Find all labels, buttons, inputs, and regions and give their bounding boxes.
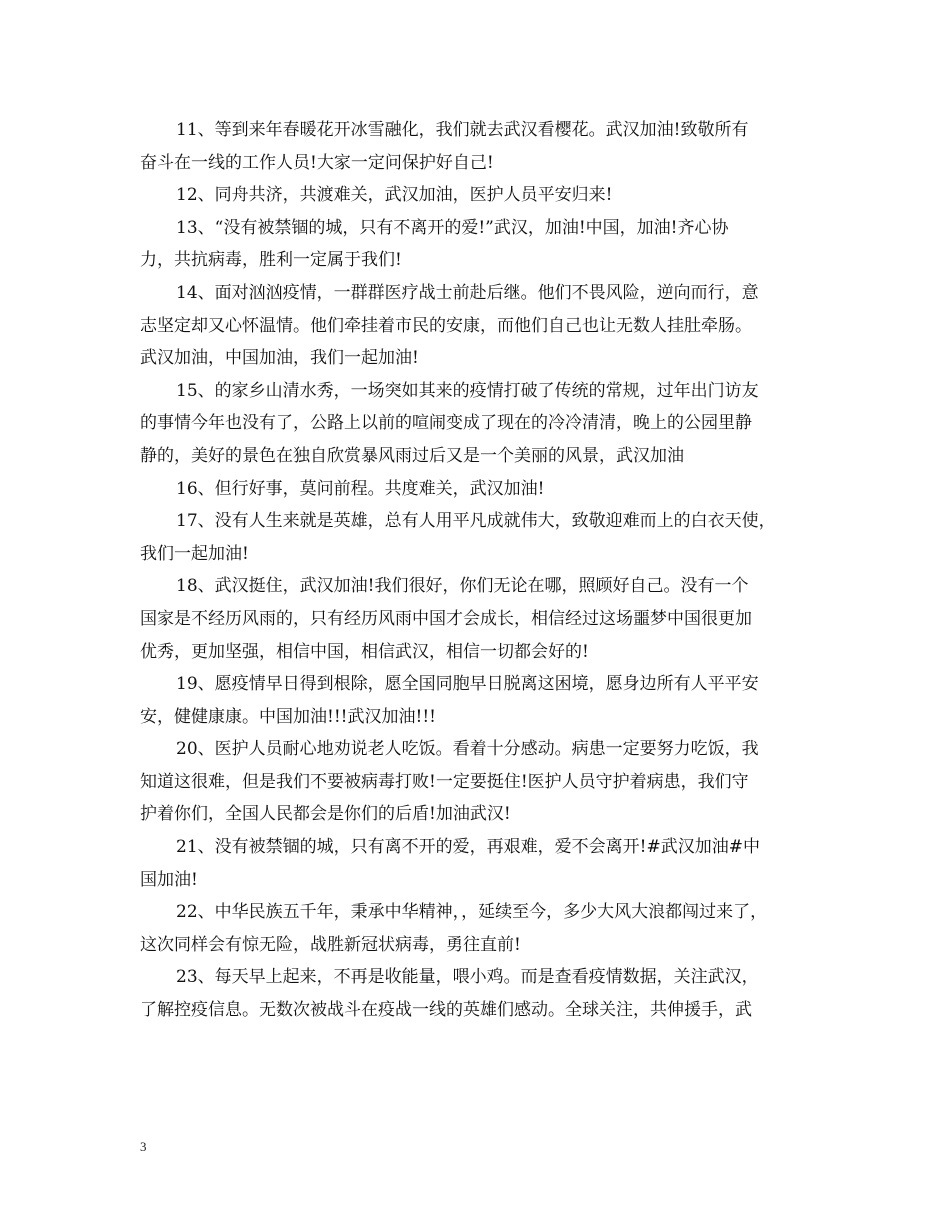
paragraph <box>140 114 812 179</box>
document-body <box>140 114 812 1027</box>
text-line: 我们一起加油! <box>140 543 249 564</box>
page-number: 3 <box>140 1139 147 1154</box>
text-line: 14、面对汹汹疫情，一群群医疗战士前赴后继。他们不畏风险，逆向而行，意 <box>176 282 759 303</box>
text-line: 优秀，更加坚强，相信中国，相信武汉，相信一切都会好的! <box>140 641 589 662</box>
text-line: 18、武汉挺住，武汉加油!我们很好，你们无论在哪，照顾好自己。没有一个 <box>176 576 749 597</box>
text-line: 这次同样会有惊无险，战胜新冠状病毒，勇往直前! <box>140 934 521 955</box>
text-line: 国加油! <box>140 869 198 890</box>
paragraph <box>140 179 812 212</box>
text-line: 15、的家乡山清水秀，一场突如其来的疫情打破了传统的常规，过年出门访友 <box>176 380 759 401</box>
text-line: 12、同舟共济，共渡难关，武汉加油，医护人员平安归来! <box>176 185 613 206</box>
text-line: 13、“没有被禁锢的城，只有不离开的爱!”武汉，加油!中国，加油!齐心协 <box>176 217 729 238</box>
text-line: 志坚定却又心怀温情。他们牵挂着市民的安康，而他们自己也让无数人挂肚牵肠。 <box>140 315 752 336</box>
text-line: 知道这很难，但是我们不要被病毒打败!一定要挺住!医护人员守护着病患，我们守 <box>140 771 749 792</box>
text-line: 17、没有人生来就是英雄，总有人用平凡成就伟大，致敬迎难而上的白衣天使， <box>176 511 776 532</box>
text-line: 11、等到来年春暖花开冰雪融化，我们就去武汉看樱花。武汉加油!致敬所有 <box>176 120 749 140</box>
text-line: 21、没有被禁锢的城，只有离不开的爱，再艰难，爱不会离开!#武汉加油#中 <box>176 837 760 858</box>
paragraph <box>140 473 812 506</box>
text-line: 了解控疫信息。无数次被战斗在疫战一线的英雄们感动。全球关注，共伸援手，武 <box>140 1000 752 1021</box>
text-line: 16、但行好事，莫问前程。共度难关，武汉加油! <box>176 478 545 499</box>
text-line: 20、医护人员耐心地劝说老人吃饭。看着十分感动。病患一定要努力吃饭，我 <box>176 739 759 760</box>
text-line: 护着你们，全国人民都会是你们的后盾!加油武汉! <box>140 804 511 825</box>
paragraph <box>140 896 812 961</box>
text-line: 静的，美好的景色在独自欣赏暴风雨过后又是一个美丽的风景，武汉加油 <box>140 445 684 466</box>
text-line: 的事情今年也没有了，公路上以前的喧闹变成了现在的冷冷清清，晚上的公园里静 <box>140 413 752 434</box>
paragraph <box>140 212 812 277</box>
paragraph <box>140 668 812 733</box>
text-line: 23、每天早上起来，不再是收能量，喂小鸡。而是查看疫情数据，关注武汉， <box>176 967 759 988</box>
paragraph <box>140 961 812 1026</box>
text-line: 22、中华民族五千年，秉承中华精神，，延续至今，多少大风大浪都闯过来了， <box>176 902 768 923</box>
paragraph <box>140 733 812 831</box>
text-line: 奋斗在一线的工作人员!大家一定问保护好自己! <box>140 152 494 173</box>
paragraph <box>140 375 812 473</box>
paragraph <box>140 505 812 570</box>
text-line: 安，健健康康。中国加油!!!武汉加油!!! <box>140 706 436 727</box>
text-line: 武汉加油，中国加油，我们一起加油! <box>140 348 419 369</box>
text-line: 国家是不经历风雨的，只有经历风雨中国才会成长，相信经过这场噩梦中国很更加 <box>140 608 752 629</box>
paragraph <box>140 831 812 896</box>
paragraph <box>140 570 812 668</box>
text-line: 19、愿疫情早日得到根除，愿全国同胞早日脱离这困境，愿身边所有人平平安 <box>176 674 759 695</box>
text-line: 力，共抗病毒，胜利一定属于我们! <box>140 250 402 271</box>
paragraph <box>140 277 812 375</box>
